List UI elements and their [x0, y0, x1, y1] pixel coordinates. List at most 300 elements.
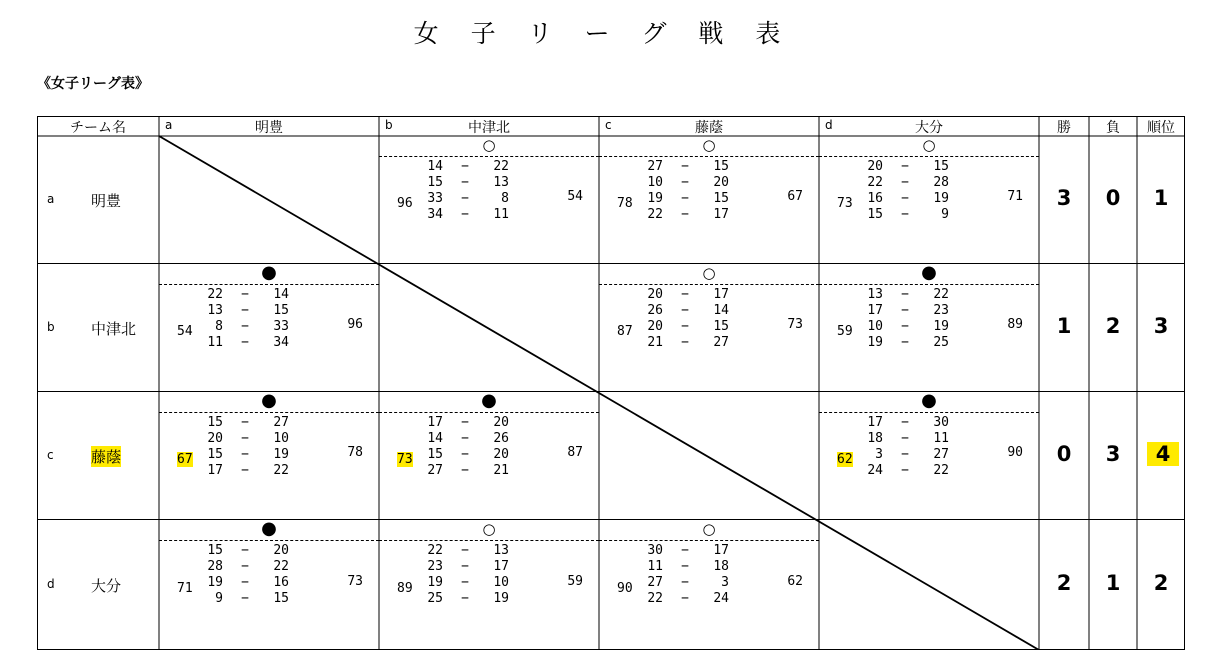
own-total-score: 54 [177, 324, 193, 339]
header-team-a [159, 116, 379, 136]
opponent-total-score: 89 [1007, 317, 1023, 332]
row-team-name: 藤蔭 [91, 448, 122, 466]
set-opponent-score: 27 [933, 447, 949, 462]
set-dash: − [241, 431, 249, 446]
page-title: 女 子 リ ー グ 戦 表 [413, 19, 793, 48]
set-own-score: 11 [647, 559, 663, 574]
set-opponent-score: 19 [273, 447, 289, 462]
set-dash: − [461, 543, 469, 558]
set-dash: − [901, 415, 909, 430]
header-wins-label: 勝 [1057, 120, 1071, 136]
loss-mark-icon: ● [481, 390, 497, 411]
set-score-row [859, 175, 949, 191]
losses-value-cell [1089, 264, 1137, 392]
wins-value-cell [1039, 264, 1089, 392]
header-team-name: 大分 [915, 120, 943, 136]
set-score-row [639, 319, 729, 335]
set-score-row [639, 175, 729, 191]
set-opponent-score: 15 [273, 591, 289, 606]
match-cell [599, 264, 819, 392]
row-team-name: 中津北 [91, 320, 137, 338]
row-team-name: 明豊 [91, 192, 122, 210]
set-dash: − [681, 591, 689, 606]
set-own-score: 15 [427, 175, 443, 190]
set-score-row [859, 335, 949, 351]
set-opponent-score: 20 [273, 543, 289, 558]
header-team-name: 中津北 [468, 120, 510, 136]
set-own-score: 13 [207, 303, 223, 318]
set-dash: − [241, 591, 249, 606]
set-dash: − [241, 415, 249, 430]
opponent-total-score: 67 [787, 189, 803, 204]
losses-value-cell [1089, 136, 1137, 264]
header-team-letter: a [165, 118, 173, 132]
set-opponent-score: 18 [713, 559, 729, 574]
set-dash: − [681, 543, 689, 558]
set-opponent-score: 10 [493, 575, 509, 590]
set-own-score: 22 [207, 287, 223, 302]
wins-value: 1 [1056, 314, 1072, 338]
set-own-score: 23 [427, 559, 443, 574]
set-opponent-score: 17 [493, 559, 509, 574]
header-losses-label: 負 [1106, 120, 1120, 136]
set-score-row [199, 543, 289, 559]
set-opponent-score: 21 [493, 463, 509, 478]
set-own-score: 20 [207, 431, 223, 446]
dashed-divider [159, 412, 379, 413]
set-score-row [419, 463, 509, 479]
row-team-letter: d [47, 577, 55, 591]
set-own-score: 22 [867, 175, 883, 190]
league-table [37, 116, 1185, 650]
wins-value: 2 [1056, 571, 1072, 595]
set-score-row [199, 431, 289, 447]
opponent-total-score: 71 [1007, 189, 1023, 204]
set-own-score: 19 [647, 191, 663, 206]
set-own-score: 16 [867, 191, 883, 206]
match-cell [819, 392, 1039, 520]
header-rank-label: 順位 [1147, 120, 1175, 136]
loss-mark-icon: ● [261, 390, 277, 411]
set-opponent-score: 14 [273, 287, 289, 302]
row-header-b [37, 264, 159, 392]
rank-value: 2 [1153, 571, 1169, 595]
set-opponent-score: 27 [713, 335, 729, 350]
set-dash: − [901, 207, 909, 222]
match-cell [159, 520, 379, 650]
header-losses [1089, 116, 1137, 136]
set-dash: − [681, 191, 689, 206]
set-own-score: 25 [427, 591, 443, 606]
set-opponent-score: 24 [713, 591, 729, 606]
set-own-score: 21 [647, 335, 663, 350]
set-own-score: 11 [207, 335, 223, 350]
set-score-row [419, 431, 509, 447]
own-total-score: 87 [617, 324, 633, 339]
losses-value-cell [1089, 520, 1137, 650]
set-opponent-score: 22 [273, 559, 289, 574]
set-score-row [419, 575, 509, 591]
row-header-a [37, 136, 159, 264]
set-score-row [419, 559, 509, 575]
set-score-row [859, 447, 949, 463]
own-total-score: 67 [177, 452, 193, 467]
set-dash: − [241, 319, 249, 334]
set-opponent-score: 28 [933, 175, 949, 190]
set-own-score: 27 [647, 575, 663, 590]
set-score-row [199, 559, 289, 575]
set-own-score: 9 [215, 591, 223, 606]
rank-value: 3 [1153, 314, 1169, 338]
set-opponent-score: 17 [713, 287, 729, 302]
set-dash: − [241, 543, 249, 558]
rank-value-cell [1137, 392, 1185, 520]
set-dash: − [461, 463, 469, 478]
set-opponent-score: 34 [273, 335, 289, 350]
set-score-row [199, 287, 289, 303]
dashed-divider [599, 156, 819, 157]
set-dash: − [461, 431, 469, 446]
set-opponent-score: 26 [493, 431, 509, 446]
loss-mark-icon: ● [921, 262, 937, 283]
set-own-score: 10 [647, 175, 663, 190]
opponent-total-score: 73 [787, 317, 803, 332]
set-scores [639, 543, 729, 607]
set-opponent-score: 17 [713, 207, 729, 222]
dashed-divider [819, 156, 1039, 157]
set-score-row [199, 303, 289, 319]
set-opponent-score: 10 [273, 431, 289, 446]
header-wins [1039, 116, 1089, 136]
set-score-row [419, 415, 509, 431]
set-dash: − [901, 159, 909, 174]
set-dash: − [461, 415, 469, 430]
own-total-score: 62 [837, 452, 853, 467]
set-dash: − [681, 319, 689, 334]
set-score-row [639, 335, 729, 351]
win-mark-icon: ○ [482, 520, 496, 538]
set-opponent-score: 8 [501, 191, 509, 206]
match-cell [159, 392, 379, 520]
set-opponent-score: 11 [493, 207, 509, 222]
set-dash: − [241, 447, 249, 462]
match-cell [379, 392, 599, 520]
set-dash: − [241, 575, 249, 590]
set-own-score: 10 [867, 319, 883, 334]
losses-value: 3 [1105, 442, 1121, 466]
opponent-total-score: 90 [1007, 445, 1023, 460]
set-own-score: 20 [867, 159, 883, 174]
win-mark-icon: ○ [482, 136, 496, 154]
set-opponent-score: 33 [273, 319, 289, 334]
loss-mark-icon: ● [261, 518, 277, 539]
set-scores [859, 159, 949, 223]
opponent-total-score: 73 [347, 574, 363, 589]
set-own-score: 30 [647, 543, 663, 558]
set-own-score: 14 [427, 431, 443, 446]
header-team-name: 藤蔭 [695, 120, 723, 136]
set-own-score: 22 [647, 591, 663, 606]
set-own-score: 34 [427, 207, 443, 222]
set-dash: − [461, 559, 469, 574]
set-score-row [639, 303, 729, 319]
set-own-score: 17 [867, 415, 883, 430]
row-header-d [37, 520, 159, 650]
set-own-score: 28 [207, 559, 223, 574]
set-own-score: 22 [647, 207, 663, 222]
wins-value: 0 [1056, 442, 1072, 466]
wins-value-cell [1039, 392, 1089, 520]
set-own-score: 26 [647, 303, 663, 318]
set-opponent-score: 19 [933, 319, 949, 334]
set-scores [199, 415, 289, 479]
set-dash: − [901, 191, 909, 206]
set-own-score: 20 [647, 319, 663, 334]
set-own-score: 8 [215, 319, 223, 334]
set-dash: − [241, 559, 249, 574]
section-subtitle: 《女子リーグ表》 [37, 76, 149, 92]
set-own-score: 22 [427, 543, 443, 558]
set-opponent-score: 15 [933, 159, 949, 174]
set-own-score: 15 [867, 207, 883, 222]
match-cell [599, 520, 819, 650]
own-total-score: 73 [837, 196, 853, 211]
set-opponent-score: 20 [493, 447, 509, 462]
set-own-score: 13 [867, 287, 883, 302]
set-scores [199, 543, 289, 607]
set-own-score: 33 [427, 191, 443, 206]
set-opponent-score: 27 [273, 415, 289, 430]
set-scores [419, 159, 509, 223]
opponent-total-score: 62 [787, 574, 803, 589]
set-score-row [419, 207, 509, 223]
own-total-score: 59 [837, 324, 853, 339]
set-opponent-score: 16 [273, 575, 289, 590]
dashed-divider [379, 540, 599, 541]
set-opponent-score: 30 [933, 415, 949, 430]
set-own-score: 3 [875, 447, 883, 462]
set-own-score: 19 [427, 575, 443, 590]
set-scores [199, 287, 289, 351]
header-team-letter: b [385, 118, 393, 132]
set-score-row [419, 191, 509, 207]
match-cell [819, 136, 1039, 264]
set-score-row [859, 191, 949, 207]
set-opponent-score: 23 [933, 303, 949, 318]
set-dash: − [901, 287, 909, 302]
set-opponent-score: 11 [933, 431, 949, 446]
header-team-b [379, 116, 599, 136]
set-dash: − [681, 575, 689, 590]
set-dash: − [681, 303, 689, 318]
set-opponent-score: 22 [493, 159, 509, 174]
rank-value-cell [1137, 520, 1185, 650]
rank-value: 4 [1147, 442, 1179, 466]
header-team-letter: c [605, 118, 612, 132]
set-score-row [419, 591, 509, 607]
opponent-total-score: 54 [567, 189, 583, 204]
row-team-letter: c [47, 448, 54, 462]
dashed-divider [599, 540, 819, 541]
set-score-row [639, 575, 729, 591]
set-dash: − [461, 191, 469, 206]
set-score-row [199, 335, 289, 351]
losses-value-cell [1089, 392, 1137, 520]
dashed-divider [819, 284, 1039, 285]
set-score-row [199, 415, 289, 431]
set-dash: − [241, 287, 249, 302]
set-scores [419, 543, 509, 607]
set-dash: − [681, 159, 689, 174]
match-cell [819, 264, 1039, 392]
set-own-score: 17 [427, 415, 443, 430]
set-dash: − [461, 207, 469, 222]
set-dash: − [681, 175, 689, 190]
match-cell [599, 136, 819, 264]
set-dash: − [681, 287, 689, 302]
set-score-row [859, 415, 949, 431]
set-opponent-score: 14 [713, 303, 729, 318]
own-total-score: 96 [397, 196, 413, 211]
dashed-divider [159, 540, 379, 541]
losses-value: 2 [1105, 314, 1121, 338]
set-scores [419, 415, 509, 479]
set-opponent-score: 25 [933, 335, 949, 350]
set-dash: − [681, 559, 689, 574]
set-dash: − [681, 335, 689, 350]
set-dash: − [241, 335, 249, 350]
win-mark-icon: ○ [922, 136, 936, 154]
match-cell [379, 520, 599, 650]
opponent-total-score: 96 [347, 317, 363, 332]
rank-value: 1 [1153, 186, 1169, 210]
set-own-score: 14 [427, 159, 443, 174]
header-team-name: 明豊 [255, 120, 283, 136]
set-dash: − [461, 575, 469, 590]
set-scores [859, 415, 949, 479]
win-mark-icon: ○ [702, 264, 716, 282]
set-opponent-score: 19 [933, 191, 949, 206]
win-mark-icon: ○ [702, 520, 716, 538]
opponent-total-score: 87 [567, 445, 583, 460]
dashed-divider [599, 284, 819, 285]
set-own-score: 18 [867, 431, 883, 446]
opponent-total-score: 78 [347, 445, 363, 460]
row-team-letter: a [47, 192, 55, 206]
loss-mark-icon: ● [261, 262, 277, 283]
set-score-row [859, 463, 949, 479]
row-header-c [37, 392, 159, 520]
rank-value-cell [1137, 264, 1185, 392]
rank-value-cell [1137, 136, 1185, 264]
set-opponent-score: 17 [713, 543, 729, 558]
row-team-letter: b [47, 320, 55, 334]
own-total-score: 89 [397, 581, 413, 596]
set-opponent-score: 15 [713, 191, 729, 206]
header-team-name [37, 116, 159, 136]
set-score-row [199, 447, 289, 463]
set-dash: − [461, 591, 469, 606]
set-dash: − [901, 447, 909, 462]
win-mark-icon: ○ [702, 136, 716, 154]
set-score-row [859, 159, 949, 175]
set-score-row [419, 447, 509, 463]
set-opponent-score: 22 [933, 287, 949, 302]
match-cell [159, 264, 379, 392]
set-own-score: 17 [207, 463, 223, 478]
set-opponent-score: 13 [493, 175, 509, 190]
set-dash: − [901, 319, 909, 334]
set-own-score: 19 [207, 575, 223, 590]
set-own-score: 15 [207, 543, 223, 558]
set-score-row [199, 319, 289, 335]
set-score-row [419, 543, 509, 559]
set-dash: − [461, 175, 469, 190]
set-score-row [639, 159, 729, 175]
header-rank [1137, 116, 1185, 136]
set-score-row [859, 303, 949, 319]
set-own-score: 15 [207, 447, 223, 462]
set-score-row [859, 431, 949, 447]
row-team-name: 大分 [91, 577, 122, 595]
own-total-score: 90 [617, 581, 633, 596]
match-cell [379, 136, 599, 264]
losses-value: 0 [1105, 186, 1121, 210]
header-team-name-label: チーム名 [70, 120, 126, 136]
set-opponent-score: 19 [493, 591, 509, 606]
set-score-row [419, 175, 509, 191]
losses-value: 1 [1105, 571, 1121, 595]
set-opponent-score: 9 [941, 207, 949, 222]
set-score-row [639, 191, 729, 207]
set-own-score: 20 [647, 287, 663, 302]
set-score-row [199, 591, 289, 607]
set-score-row [859, 319, 949, 335]
set-score-row [859, 207, 949, 223]
header-team-d [819, 116, 1039, 136]
set-dash: − [901, 335, 909, 350]
set-score-row [199, 575, 289, 591]
set-opponent-score: 15 [713, 319, 729, 334]
set-dash: − [241, 463, 249, 478]
set-opponent-score: 15 [273, 303, 289, 318]
own-total-score: 73 [397, 452, 413, 467]
set-scores [639, 159, 729, 223]
set-own-score: 27 [647, 159, 663, 174]
set-opponent-score: 22 [273, 463, 289, 478]
set-own-score: 19 [867, 335, 883, 350]
header-team-c [599, 116, 819, 136]
dashed-divider [819, 412, 1039, 413]
set-own-score: 27 [427, 463, 443, 478]
set-opponent-score: 13 [493, 543, 509, 558]
wins-value-cell [1039, 520, 1089, 650]
dashed-divider [379, 156, 599, 157]
set-own-score: 15 [207, 415, 223, 430]
set-opponent-score: 20 [493, 415, 509, 430]
own-total-score: 71 [177, 581, 193, 596]
set-dash: − [461, 447, 469, 462]
set-dash: − [901, 175, 909, 190]
loss-mark-icon: ● [921, 390, 937, 411]
set-dash: − [681, 207, 689, 222]
set-score-row [639, 207, 729, 223]
set-score-row [199, 463, 289, 479]
set-score-row [639, 559, 729, 575]
set-own-score: 17 [867, 303, 883, 318]
set-opponent-score: 20 [713, 175, 729, 190]
set-dash: − [901, 463, 909, 478]
